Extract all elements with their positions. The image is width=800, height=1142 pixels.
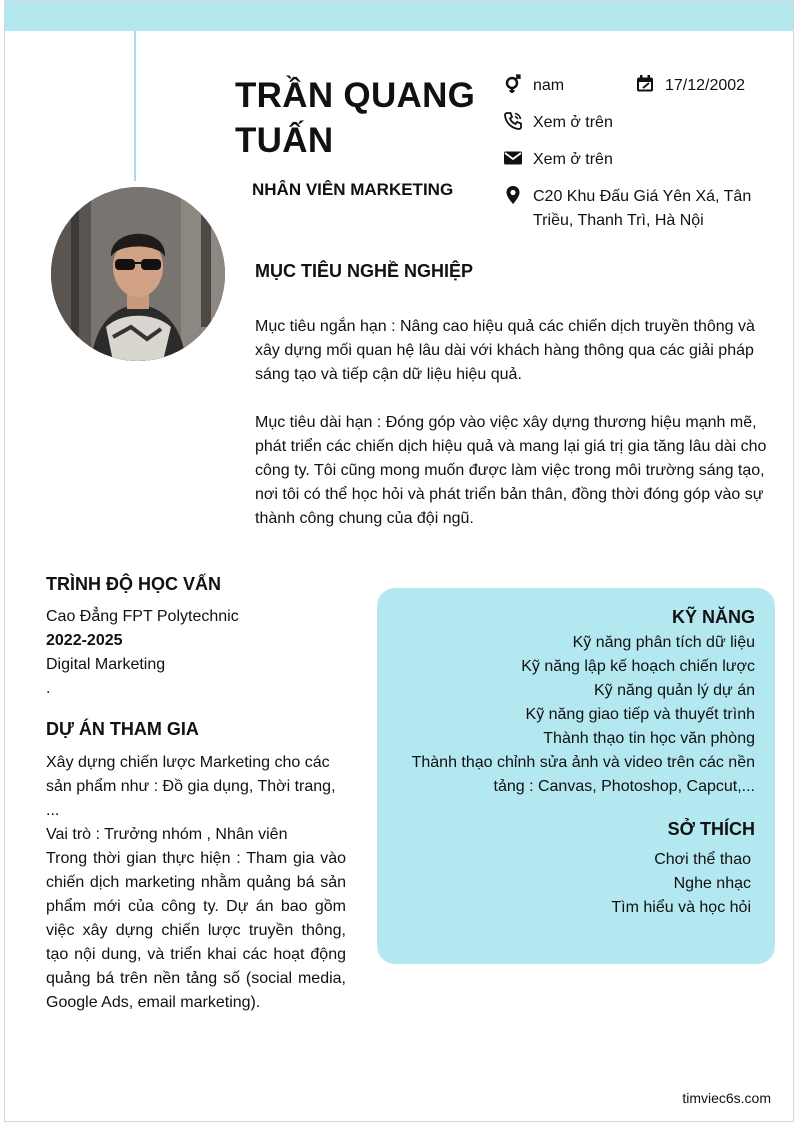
phone-row: [503, 111, 613, 135]
objective-heading: MỤC TIÊU NGHỀ NGHIỆP: [255, 261, 474, 281]
education-school: Cao Đẳng FPT Polytechnic: [46, 608, 239, 625]
avatar: [51, 187, 225, 361]
project-activities: Trong thời gian thực hiện : Tham gia vào chiến dịch marketing nhằm quảng bá sản phẩm mới của công ty. Dự án bao gồm việc xây dựng chiến lược truyền thông, tạo nội dung, và triển khai các hoạt động quảng bá trên nền tảng số (social media, Google Ads, email marketing).: [46, 850, 346, 1011]
birthdate-row: [635, 74, 745, 98]
skill-item: Thành thạo chỉnh sửa ảnh và video trên các nền: [411, 754, 755, 771]
cv-page: [4, 0, 794, 1122]
job-title: NHÂN VIÊN MARKETING: [252, 180, 454, 199]
top-color-band: [5, 1, 793, 31]
project-role: Vai trò : Trưởng nhóm , Nhân viên: [46, 826, 288, 843]
email-row: [503, 148, 613, 172]
gender-value: nam: [533, 77, 565, 94]
birthdate-value: 17/12/2002: [665, 77, 746, 94]
skill-item: Kỹ năng giao tiếp và thuyết trình: [525, 706, 755, 723]
objective-text: [255, 315, 775, 531]
skill-item: Kỹ năng quản lý dự án: [593, 682, 755, 699]
gender-row: [503, 74, 564, 98]
gender-icon: [503, 74, 523, 94]
projects-heading: DỰ ÁN THAM GIA: [46, 719, 199, 739]
skill-item: Thành thạo tin học văn phòng: [543, 730, 755, 747]
email-icon: [503, 148, 523, 168]
name-line-2: TUẤN: [235, 121, 334, 160]
hobbies-list: [611, 848, 751, 920]
address-row: [503, 185, 751, 233]
phone-value: Xem ở trên: [533, 114, 613, 131]
candidate-name: [235, 73, 495, 163]
project-description: Xây dựng chiến lược Marketing cho các sản phẩm như : Đồ gia dụng, Thời trang, ...: [46, 754, 336, 819]
skills-hobbies-panel: [377, 588, 775, 964]
projects-details: [46, 751, 346, 1015]
long-term-goal: Mục tiêu dài hạn : Đóng góp vào việc xây dựng thương hiệu mạnh mẽ, phát triển các chiến dịch hiệu quả và mang lại giá trị gia tăng lâu dài cho công ty. Tôi cũng mong muốn được làm việc trong môi trường sáng tạo, nơi tôi có thể học hỏi và phát triển bản thân, đồng thời đóng góp vào sự thành công chung của đội ngũ.: [255, 414, 767, 527]
name-line-1: TRẦN QUANG: [235, 76, 476, 115]
address-value: [533, 185, 751, 233]
hobby-item: Chơi thể thao: [654, 851, 751, 868]
education-years: 2022-2025: [46, 632, 123, 649]
education-heading: TRÌNH ĐỘ HỌC VẤN: [46, 574, 221, 594]
skill-item: tảng : Canvas, Photoshop, Capcut,...: [493, 778, 755, 795]
education-details: [46, 605, 356, 701]
short-term-goal: Mục tiêu ngắn hạn : Nâng cao hiệu quả các chiến dịch truyền thông và xây dựng mối quan hệ lâu dài với khách hàng thông qua các giải pháp sáng tạo và tiếp cận dữ liệu hiệu quả.: [255, 318, 755, 383]
hobby-item: Nghe nhạc: [673, 875, 751, 892]
skills-list: [412, 631, 755, 799]
footer-site: timviec6s.com: [682, 1090, 771, 1106]
vertical-accent-line: [134, 31, 136, 181]
avatar-photo: [51, 187, 225, 361]
address-line-2: Triều, Thanh Trì, Hà Nội: [533, 212, 704, 229]
skill-item: Kỹ năng phân tích dữ liệu: [572, 634, 755, 651]
hobby-item: Tìm hiểu và học hỏi: [611, 899, 751, 916]
skills-heading: KỸ NĂNG: [671, 607, 755, 627]
education-major: Digital Marketing: [46, 656, 166, 673]
hobbies-heading: SỞ THÍCH: [667, 819, 755, 839]
phone-icon: [503, 111, 523, 131]
calendar-icon: [635, 74, 655, 94]
email-value: Xem ở trên: [533, 151, 613, 168]
location-icon: [503, 185, 523, 205]
skill-item: Kỹ năng lập kế hoạch chiến lược: [521, 658, 755, 675]
address-line-1: C20 Khu Đấu Giá Yên Xá, Tân: [533, 188, 752, 205]
education-extra: .: [46, 680, 51, 697]
